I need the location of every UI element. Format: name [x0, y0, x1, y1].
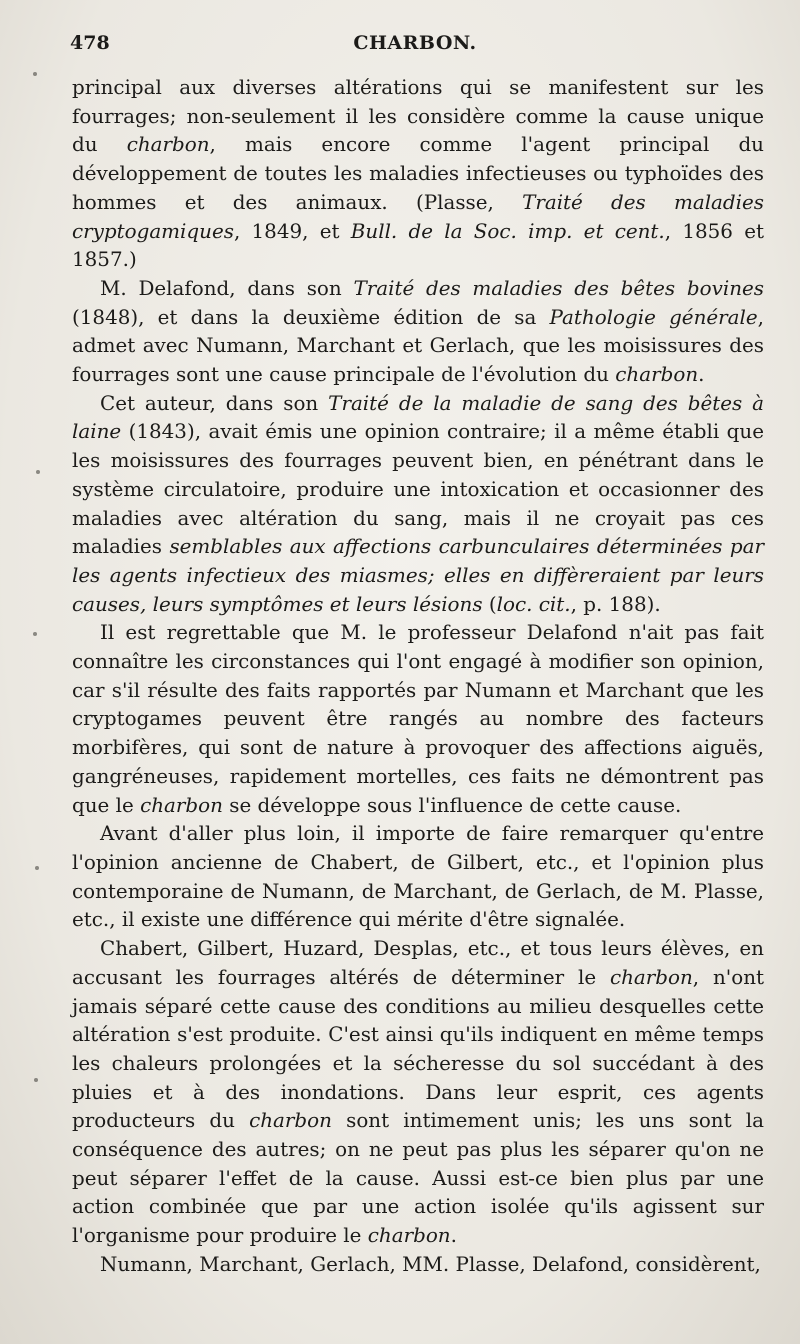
running-title: CHARBON. [353, 32, 477, 54]
text-run: Avant d'aller plus loin, il importe de faire remarquer qu'entre l'opinion ancienne de Chabert, de Gilbert, etc., et l'opinion plus contemporaine de Numann, de Marchant, de Gerlach, de M. Plasse, etc., il existe une différence qui mérite d'être signalée. [72, 822, 764, 932]
print-speck [33, 632, 37, 636]
running-head [70, 32, 760, 62]
paragraph [72, 390, 764, 620]
paragraph [72, 820, 764, 935]
text-run: ( [482, 592, 497, 616]
text-run: principal aux diverses altérations qui se manifestent sur les fourrages; non-seulement il les considère comme la cause unique du [72, 76, 764, 157]
italic-text: Traité de la maladie de sang des bêtes à laine [72, 391, 765, 444]
text-run: . [698, 363, 705, 387]
text-run: Cet auteur, dans son [100, 391, 329, 415]
italic-text: Bull. de la Soc. imp. et cent. [350, 219, 665, 243]
paragraph [72, 1251, 764, 1280]
print-speck [34, 1078, 38, 1082]
print-speck [33, 72, 37, 76]
paragraph [72, 74, 764, 275]
page-number: 478 [70, 32, 110, 54]
print-speck [36, 470, 40, 474]
italic-text: Traité des maladies cryptogamiques [72, 190, 764, 243]
print-speck [35, 866, 39, 870]
text-run: (1848), et dans la deuxième édition de sa [72, 305, 550, 329]
text-run: se développe sous l'influence de cette cause. [222, 793, 682, 817]
text-run: , n'ont jamais séparé cette cause des conditions au milieu desquelles cette altération s'est produite. C'est ainsi qu'ils indiquent en même temps les chaleurs prolongées et la sécheresse du sol succédant à des pluies et à des inondations. Dans leur esprit, ces agents producteurs du [72, 965, 764, 1133]
italic-text: loc. cit. [496, 592, 571, 616]
paragraph [72, 275, 764, 390]
italic-text: charbon [615, 363, 699, 387]
text-run: Chabert, Gilbert, Huzard, Desplas, etc., et tous leurs élèves, en accusant les fourrages altérés de déterminer le [72, 937, 764, 989]
text-run: Il est regrettable que M. le professeur Delafond n'ait pas fait connaître les circonstances qui l'ont engagé à modifier son opinion, car s'il résulte des faits rapportés par Numann et Marchant que les cryptogames peuvent être rangés au nombre des facteurs morbifères, qui sont de nature à provoquer des affections aiguës, gangréneuses, rapidement mortelles, ces faits ne démontrent pas que le [72, 621, 764, 817]
paragraph [72, 619, 764, 820]
italic-text: semblables aux affections carbunculaires déterminées par les agents infectieux des miasmes; elles en diffèreraient par leurs causes, leurs symptômes et leurs lésions [72, 535, 764, 616]
text-run: , 1856 et 1857.) [72, 219, 764, 272]
text-run: , 1849, et [233, 219, 351, 243]
text-run: M. Delafond, dans son [100, 276, 354, 300]
italic-text: charbon [609, 965, 693, 989]
italic-text: charbon [126, 133, 210, 157]
italic-text: Pathologie générale [549, 305, 758, 329]
italic-text: charbon [140, 793, 223, 817]
text-run: , admet avec Numann, Marchant et Gerlach, que les moisissures des fourrages sont une cause principale de l'évolution du [72, 305, 764, 387]
text-run: sont intimement unis; les uns sont la conséquence des autres; on ne peut pas plus les séparer qu'on ne peut séparer l'effet de la cause. Aussi est-ce bien plus par une action combinée que par une action isolée qu'ils agissent sur l'organisme pour produire le [72, 1109, 764, 1248]
paragraph [72, 935, 764, 1251]
text-run: Numann, Marchant, Gerlach, MM. Plasse, Delafond, considèrent, [100, 1252, 761, 1276]
italic-text: Traité des maladies des bêtes bovines [353, 276, 764, 300]
body-text [72, 74, 764, 1280]
italic-text: charbon [367, 1224, 451, 1248]
text-run: , p. 188). [570, 592, 661, 616]
text-run: . [450, 1224, 457, 1248]
text-run: , mais encore comme l'agent principal du développement de toutes les maladies infectieuses ou typhoïdes des hommes et des animaux. (Plasse, [72, 133, 764, 214]
text-run: (1843), avait émis une opinion contraire; il a même établi que les moisissures des fourrages peuvent bien, en pénétrant dans le système circulatoire, produire une intoxication et occasionner des maladies avec altération du sang, mais il ne croyait pas ces maladies [72, 420, 764, 559]
italic-text: charbon [249, 1109, 332, 1133]
